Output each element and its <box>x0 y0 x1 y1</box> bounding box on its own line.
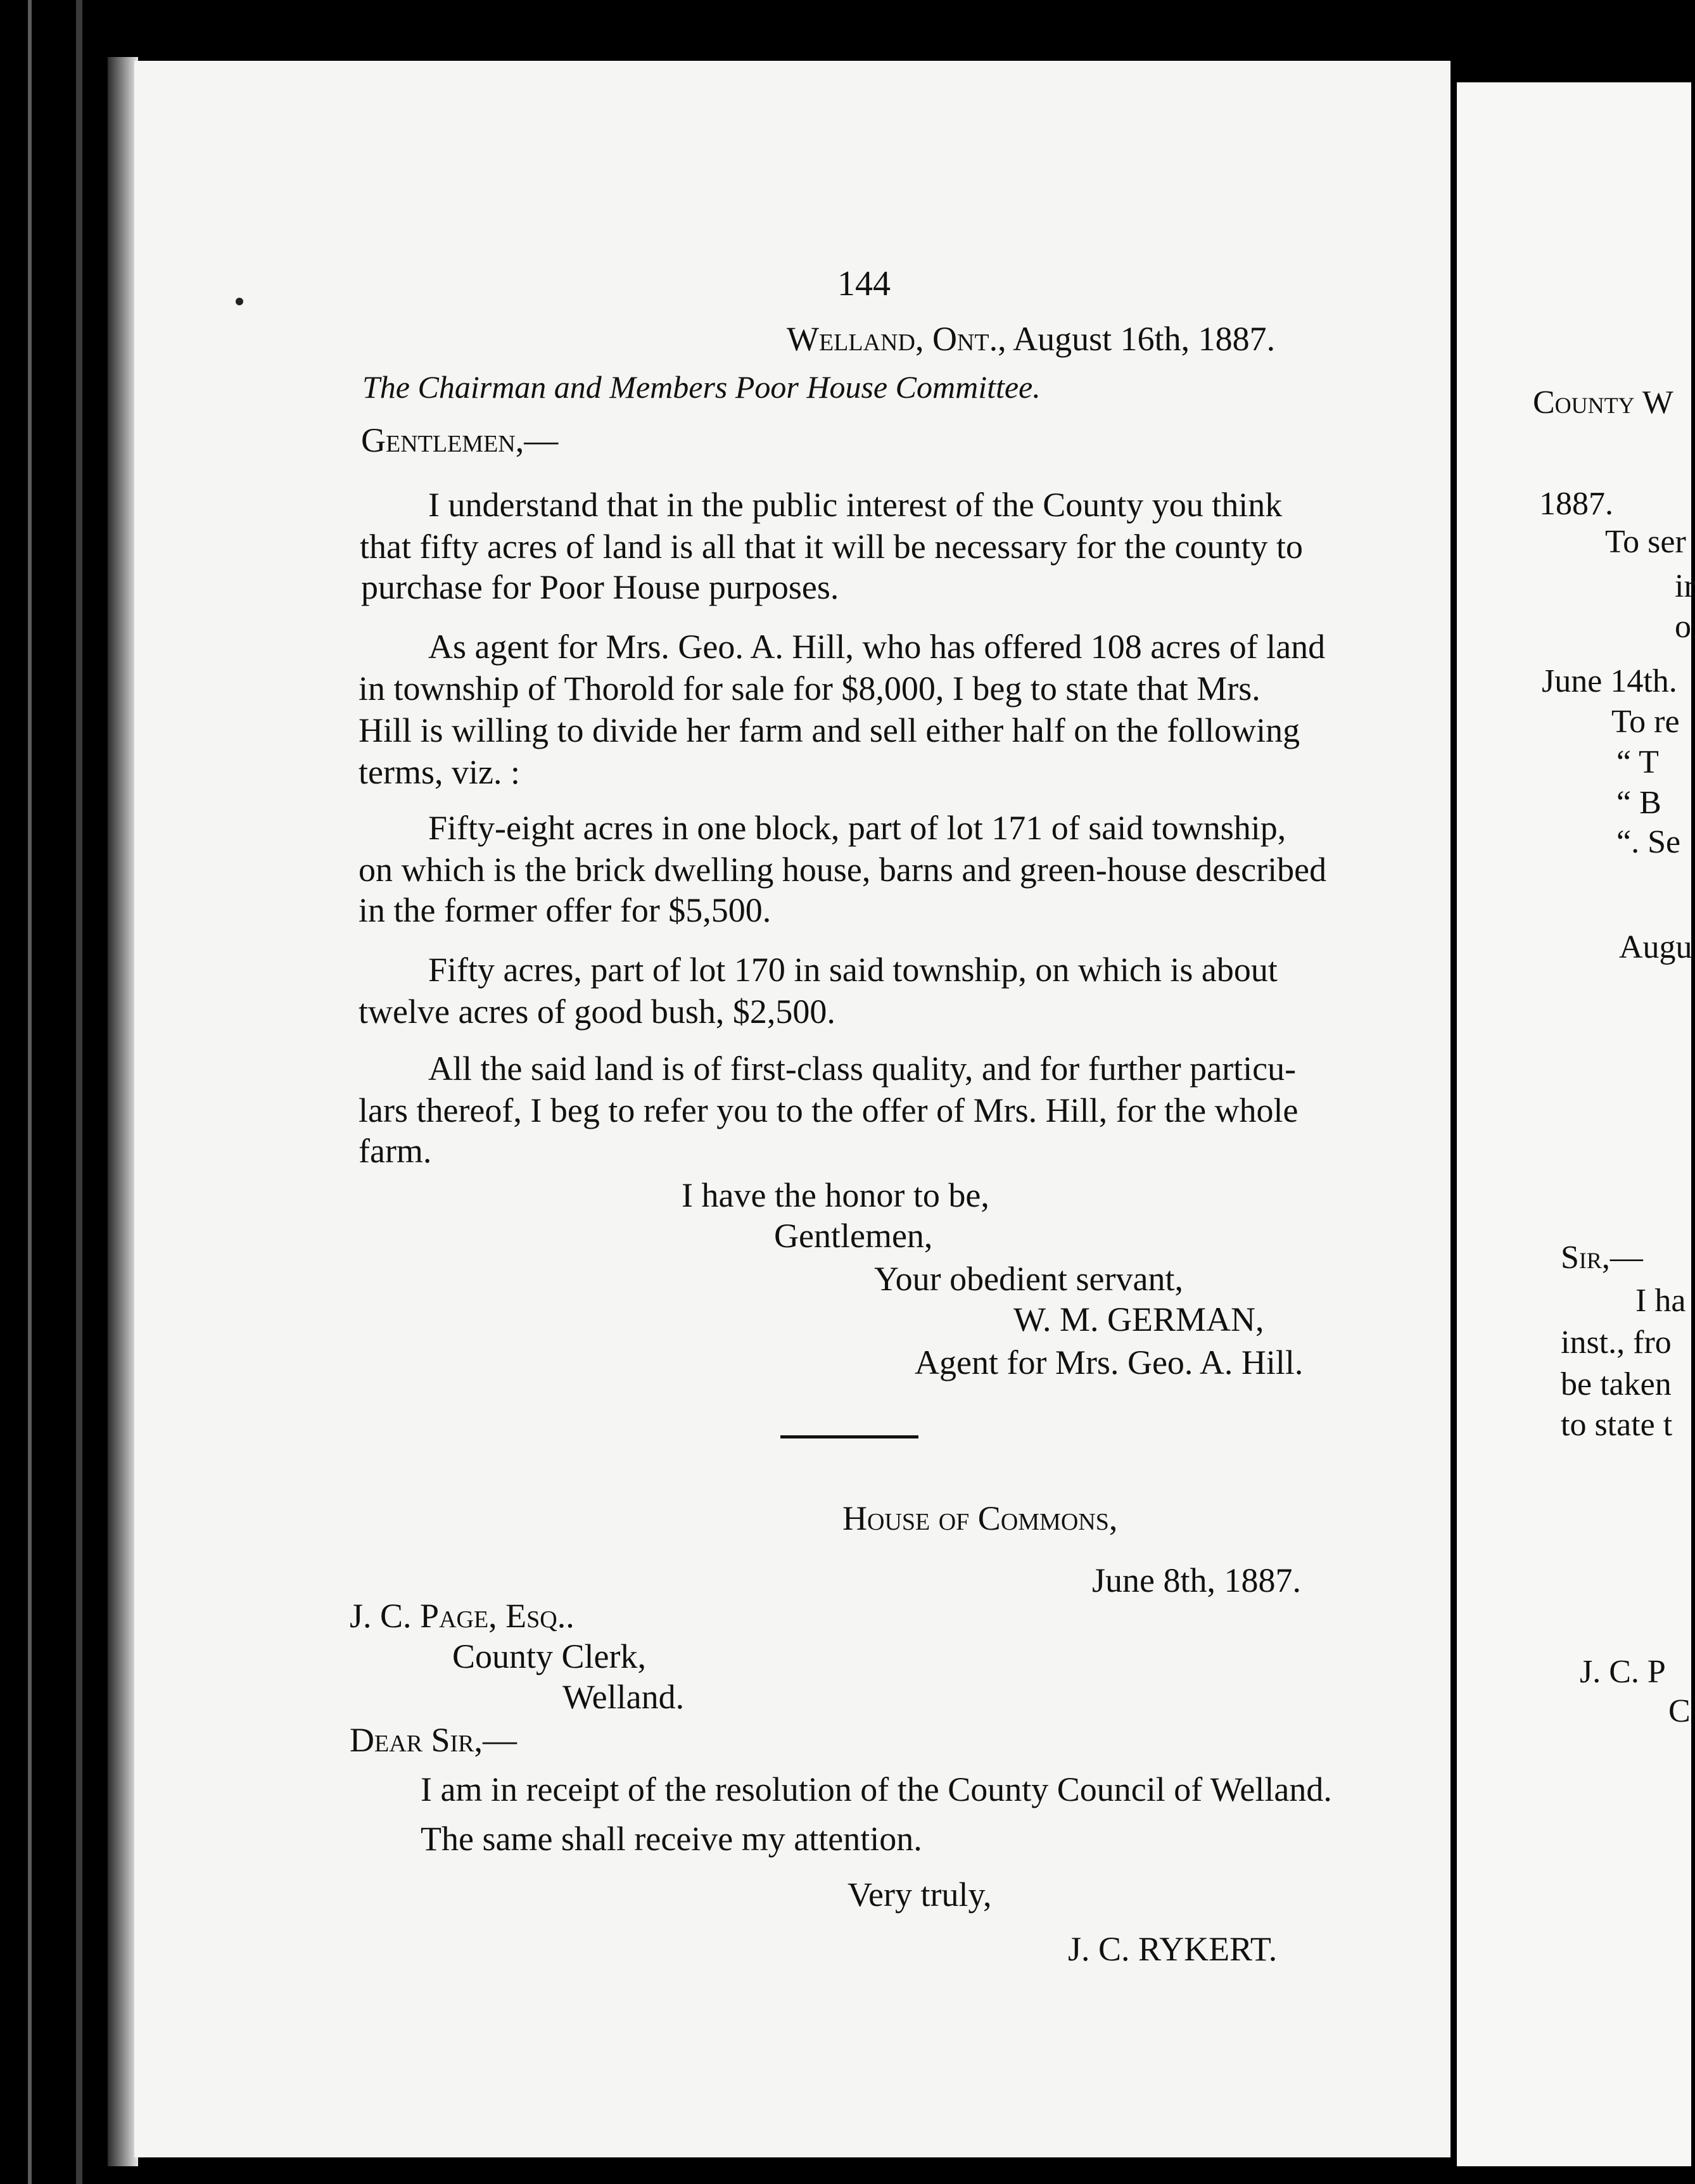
facing-fragment: To re <box>1611 704 1680 740</box>
body-line: Fifty-eight acres in one block, part of lot 171 of said township, <box>428 809 1286 847</box>
facing-fragment: o <box>1675 609 1691 645</box>
body-line: Fifty acres, part of lot 170 in said township, on which is about <box>428 951 1278 989</box>
body-line: I am in receipt of the resolution of the County Council of Welland. <box>421 1770 1332 1808</box>
facing-fragment: Augu <box>1619 929 1692 965</box>
facing-fragment: 1887. <box>1539 486 1613 522</box>
body-line: that fifty acres of land is all that it will be necessary for the county to <box>360 528 1304 566</box>
facing-fragment: County W <box>1533 384 1673 421</box>
page-edge-shadow <box>108 57 138 2166</box>
binding-edge <box>28 0 32 2184</box>
signature-title: Agent for Mrs. Geo. A. Hill. <box>915 1343 1304 1381</box>
body-line: Hill is willing to divide her farm and sell either half on the following <box>359 711 1300 749</box>
facing-fragment: Sir,— <box>1561 1240 1643 1276</box>
letter2-place: House of Commons, <box>842 1499 1118 1537</box>
recipient-name: J. C. Page, Esq.. <box>350 1597 575 1635</box>
facing-page <box>1457 82 1695 2166</box>
facing-fragment: “ T <box>1616 744 1659 780</box>
recipient-role: County Clerk, <box>452 1637 646 1675</box>
dateline-date: , August 16th, 1887. <box>998 320 1276 358</box>
closing-line: Gentlemen, <box>774 1217 933 1255</box>
ink-speck <box>236 298 243 305</box>
facing-fragment: June 14th. <box>1542 663 1677 699</box>
closing-line: I have the honor to be, <box>682 1176 989 1214</box>
body-line: The same shall receive my attention. <box>421 1820 922 1858</box>
recipient-city: Welland. <box>562 1678 685 1716</box>
facing-fragment: “ B <box>1616 785 1661 821</box>
body-line: terms, viz. : <box>359 753 520 791</box>
dateline-province: Ont. <box>932 320 998 358</box>
facing-fragment: To ser <box>1605 524 1686 560</box>
facing-fragment: J. C. P <box>1580 1654 1666 1690</box>
binding-edge <box>76 0 82 2184</box>
facing-fragment: ir <box>1675 568 1695 604</box>
addressee: The Chairman and Members Poor House Committee. <box>362 369 1041 405</box>
closing-line: Very truly, <box>848 1876 992 1914</box>
facing-fragment: to state t <box>1561 1407 1673 1443</box>
facing-fragment: “. Se <box>1616 824 1681 860</box>
body-line: on which is the brick dwelling house, barns and green-house described <box>359 851 1327 889</box>
closing-line: Your obedient servant, <box>874 1260 1183 1298</box>
body-line: in township of Thorold for sale for $8,000, I beg to state that Mrs. <box>359 670 1260 708</box>
letter2-salutation: Dear Sir,— <box>350 1721 517 1759</box>
signature-name: J. C. RYKERT. <box>1068 1930 1278 1968</box>
body-line: I understand that in the public interest of the County you think <box>428 486 1283 524</box>
body-line: farm. <box>359 1132 432 1170</box>
body-line: As agent for Mrs. Geo. A. Hill, who has offered 108 acres of land <box>428 628 1326 666</box>
body-line: in the former offer for $5,500. <box>359 891 771 929</box>
body-line: purchase for Poor House purposes. <box>361 568 839 606</box>
dateline: Welland, Ont., August 16th, 1887. <box>787 320 1276 358</box>
body-line: All the said land is of first-class quality, and for further particu- <box>428 1050 1297 1088</box>
page-number: 144 <box>837 264 891 303</box>
facing-fragment: I ha <box>1635 1283 1686 1319</box>
letter2-date: June 8th, 1887. <box>1092 1561 1301 1599</box>
dateline-place: Welland <box>787 320 915 358</box>
facing-fragment: inst., fro <box>1561 1324 1672 1361</box>
signature-name: W. M. GERMAN, <box>1013 1300 1264 1338</box>
body-line: lars thereof, I beg to refer you to the offer of Mrs. Hill, for the whole <box>359 1091 1298 1129</box>
facing-fragment: C <box>1668 1693 1691 1729</box>
section-divider <box>780 1435 918 1438</box>
body-line: twelve acres of good bush, $2,500. <box>359 993 835 1031</box>
salutation: Gentlemen,— <box>361 421 559 459</box>
facing-fragment: be taken <box>1561 1366 1672 1402</box>
